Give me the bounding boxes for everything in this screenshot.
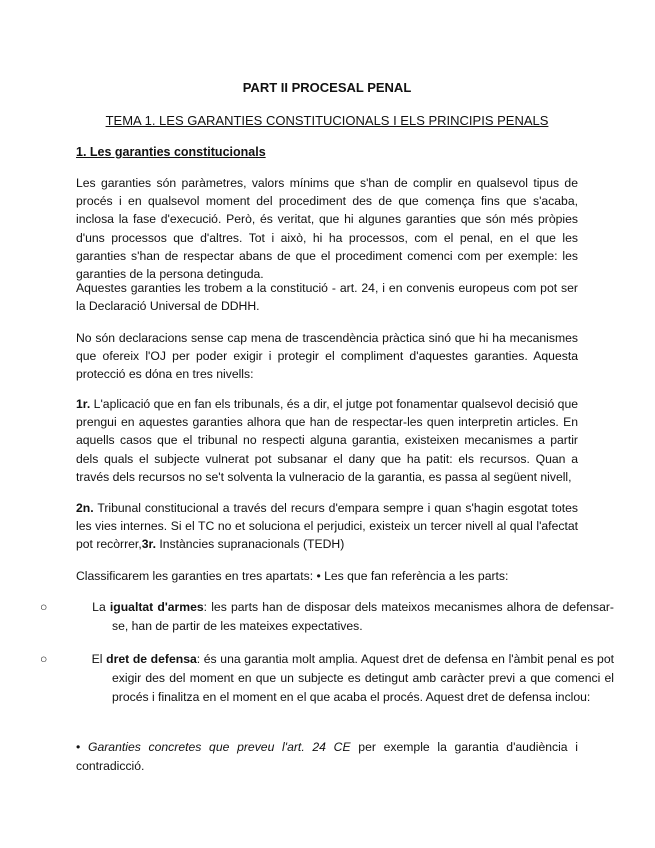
level-marker-1: 1r. [76, 397, 91, 411]
list-item-igualtat-armes [40, 598, 614, 636]
document-title: PART II PROCESAL PENAL [242, 80, 412, 95]
list-item-italic-term: Garanties concretes que preveu l'art. 24 CE [80, 740, 351, 754]
paragraph-proteccio: No són declaracions sense cap mena de trascendència pràctica sinó que hi ha mecanismes que ofereix l'OJ per poder exigir i protegir el compliment d'aquestes garanties. Aquesta protecció es dóna en tres nivells: [76, 331, 578, 382]
list-item-dret-defensa [40, 650, 614, 707]
circle-bullet-icon: ○ [40, 600, 48, 614]
section-heading: 1. Les garanties constitucionals [76, 145, 266, 159]
paragraph-classificacio: Classificarem les garanties en tres apartats: • Les que fan referència a les parts: [76, 569, 509, 583]
list-item-prefix: La [88, 600, 110, 614]
list-item-prefix: El [88, 652, 107, 666]
paragraph-font-garanties: Aquestes garanties les trobem a la constitució - art. 24, i en convenis europeus com pot ser la Declaració Universal de DDHH. [76, 281, 578, 314]
list-item-text: : és una garantia molt amplia. Aquest dret de defensa en l'àmbit penal es pot exigir des del moment en que un subjecte es detingut amb caràcter previ a que comenci el procés i finalitza en el moment en el que acaba el procés. Aquest dret de defensa inclou: [112, 652, 614, 704]
level-marker-3: 3r. [141, 537, 156, 552]
level-marker-2: 2n. [76, 501, 94, 515]
paragraph-segon-nivell-text: Tribunal constitucional a través del recurs d'empara sempre i quan s'hagin esgotat totes les vies internes. Si el TC no et soluciona el perjudici, existeix un tercer nivell al qual l'afectat pot recòrrer, [76, 501, 578, 552]
circle-bullet-icon: ○ [40, 652, 48, 666]
paragraph-segon-nivell [76, 499, 578, 554]
list-item-term: igualtat d'armes [109, 600, 204, 614]
document-subtitle: TEMA 1. LES GARANTIES CONSTITUCIONALS I ELS PRINCIPIS PENALS [105, 113, 549, 128]
list-item-garanties-concretes [76, 738, 578, 776]
list-item-term: dret de defensa [106, 652, 197, 666]
paragraph-garanties-definicio: Les garanties són paràmetres, valors mínims que s'han de complir en qualsevol tipus de procés i en qualsevol moment del procediment des de que comença fins que s'acaba, inclosa la fase d'execució. Però, és veritat, que hi algunes garanties que són més pròpies d'uns processos que d'altres. Tot i això, hi ha processos, com el penal, en el que les garanties s'han de respectar abans de que el procediment comenci com per exemple: les garanties de la persona detinguda. [76, 176, 578, 282]
paragraph-primer-nivell-text: L'aplicació que en fan els tribunals, és a dir, el jutge pot fonamentar qualsevol decisió que prengui en aquestes garanties alhora que han de respectar-les quen interpretin articles. En aquells casos que el tribunal no respecti alguna garantia, existeixen mecanismes a partir dels quals el subjecte vulnerat pot subsanar el dany que ha patit: els recursos. Quan a través dels recursos no se't solventa la vulneracio de la garantia, es passa al següent nivell, [76, 397, 578, 484]
list-item-text: per exemple la garantia d'audiència i contradicció. [76, 740, 578, 773]
paragraph-primer-nivell [76, 395, 578, 486]
bullet-icon: • [76, 740, 81, 754]
list-item-text: : les parts han de disposar dels mateixos mecanismes alhora de defensar-se, han de partir de les mateixes expectatives. [112, 600, 614, 633]
paragraph-tercer-nivell-text: Instàncies supranacionals (TEDH) [155, 537, 345, 552]
